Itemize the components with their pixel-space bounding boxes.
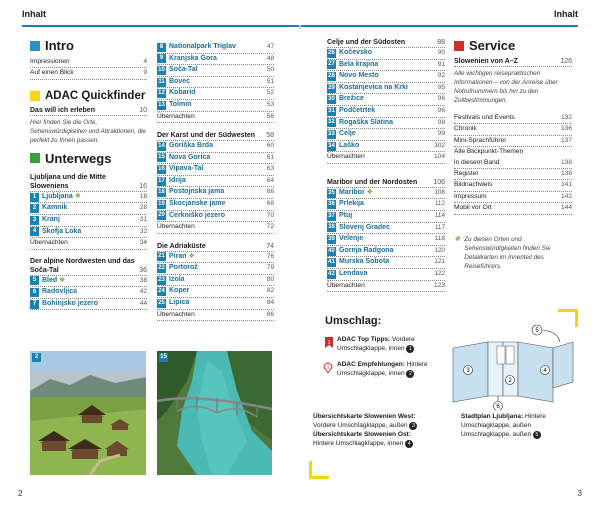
place-number-badge: 36 [328,201,335,208]
toc-place-entry[interactable] [157,153,274,165]
page-ref: 68 [266,199,274,207]
place-number-badge: 19 [158,200,165,207]
page-number-right: 3 [577,489,582,498]
entry-name: Bildnachweis [454,181,493,189]
place-name: Kranj [42,216,60,223]
place-name: Brežice [339,95,364,103]
place-name: Škocjanske jame [169,199,226,207]
toc-entry[interactable] [454,124,572,135]
toc-entry[interactable] [454,180,572,191]
page-ref: 52 [266,89,274,97]
place-number-badge: 2 [30,204,39,213]
place-name: Goriška Brda [169,141,213,149]
place-name: Nova Gorica [169,153,211,161]
photo-soca-river [157,351,272,475]
place-number-badge: 7 [30,300,39,309]
page-ref: 137 [560,136,572,144]
place-name: Ptuj [339,211,353,219]
toc-entry[interactable] [454,113,572,124]
page-header [0,0,600,26]
page-ref: 61 [266,153,274,161]
page-ref: 98 [437,118,445,126]
toc-place-entry[interactable] [327,48,445,60]
column-3 [327,38,445,292]
place-name: Idrija [169,176,186,184]
toc-place-entry[interactable] [327,257,445,269]
toc-place-entry[interactable] [327,269,445,281]
place-number-badge: 25 [158,299,165,306]
spine-divider [299,25,301,29]
place-name: Murska Sobota [339,258,390,266]
toc-place-entry[interactable] [30,287,147,299]
page-ref: 28 [139,204,147,212]
entry-name: Mini-Sprachführer [454,136,507,144]
toc-place-entry[interactable] [30,192,147,204]
page-ref: 42 [139,288,147,296]
place-number-badge: 23 [158,276,165,283]
toc-place-entry[interactable] [30,227,147,239]
umschlag-title: Umschlag: [325,315,382,327]
column-1 [30,38,147,310]
place-name: Gornja Radgona [339,246,394,254]
page-ref: 64 [266,176,274,184]
toc-place-entry[interactable] [327,60,445,72]
place-name: Laško [339,141,360,149]
place-number-badge: 16 [158,165,165,172]
page-ref: 114 [434,211,445,219]
place-name: Soča-Tal [169,66,198,74]
place-number-badge: 14 [158,142,165,149]
page-ref: 96 [437,106,445,114]
column-4 [454,38,572,277]
toc-place-entry[interactable] [157,211,274,223]
place-name: Cerkniško jezero [169,211,226,219]
place-number-badge: 1 [30,193,39,202]
quickfinder-heading: ADAC Quickfinder [30,90,147,102]
cover-ref-badge: 5 [533,431,541,439]
toc-place-entry[interactable] [327,234,445,246]
svg-text:2: 2 [508,378,512,384]
page-ref: 38 [139,276,147,284]
place-number-badge: 28 [328,72,335,79]
page-ref: 108 [434,188,445,196]
toc-place-entry[interactable] [157,298,274,310]
region-heading[interactable]: Celje und der Südosten 88 [327,39,445,46]
page-ref: 96 [437,95,445,103]
toc-entry[interactable]: Slowenien von A–Z 126 [454,58,572,65]
service-description: Alle wichtigen reisepraktischen Informationen – von der Anreise über Notrufnummern bis hin zu den Zollbestimmungen. [454,70,558,104]
page-ref: 63 [266,165,274,173]
page-ref: 44 [139,299,147,307]
page-ref: 79 [266,264,274,272]
svg-text:4: 4 [543,368,547,374]
place-number-badge: 40 [328,247,335,254]
toc-entry[interactable]: Übernachten 72 [157,222,274,233]
place-number-badge: 39 [328,235,335,242]
toc-place-entry[interactable] [327,71,445,83]
place-number-badge: 15 [158,154,165,161]
toc-entry[interactable]: Impressionen 4 [30,57,147,68]
toc-place-entry[interactable] [157,77,274,89]
toc-place-entry[interactable] [157,164,274,176]
toc-place-entry[interactable] [30,203,147,215]
page-ref: 53 [266,100,274,108]
page-ref: 32 [139,227,147,235]
cover-ref-badge: 4 [405,440,413,448]
toc-place-entry[interactable] [327,246,445,258]
svg-text:1: 1 [326,364,330,371]
place-name: Portorož [169,264,198,272]
page-ref: 66 [266,188,274,196]
page-ref: 132 [560,114,572,121]
toc-place-entry[interactable] [327,129,445,141]
toc-entry[interactable]: Übernachten 86 [157,310,274,321]
photo-alpine-village [30,351,146,475]
place-number-badge: 37 [328,212,335,219]
entry-name: Impressum [454,192,487,200]
page-ref: 60 [266,141,274,149]
photo-number: 2 [32,353,41,362]
region-heading[interactable]: Die Adriaküste 74 [157,242,274,250]
place-name: Kobarid [169,89,196,97]
entry-name: Register [454,170,479,178]
place-number-badge: 13 [158,101,165,108]
cover-ref-badge: 3 [409,422,417,430]
umschlag-section [313,315,588,465]
toc-place-entry[interactable] [327,94,445,106]
place-number-badge: 24 [158,288,165,295]
page-ref: 138 [560,158,572,166]
place-name: Bohinjsko jezero [42,299,99,307]
toc-place-entry[interactable] [157,54,274,66]
toc-place-entry[interactable] [157,199,274,211]
place-number-badge: 6 [30,288,39,297]
place-name: Bovec [169,77,191,85]
place-name: Koper [169,287,190,295]
toc-entry[interactable] [454,192,572,203]
toc-place-entry[interactable] [157,176,274,188]
place-number-badge: 30 [328,96,335,103]
place-number-badge: 8 [157,43,166,52]
place-name: Prlekija [339,200,364,208]
page-ref: 31 [139,216,147,223]
toc-place-entry[interactable] [157,187,274,199]
place-name: Radovljica [42,288,78,296]
toc-entry[interactable]: Auf einen Blick 9 [30,68,147,79]
detail-map-icon: ❖ [454,235,461,243]
toc-entry[interactable] [454,147,572,157]
place-number-badge: 11 [158,78,165,85]
top-tipp-icon [323,337,333,348]
place-name: Kočevsko [339,49,373,56]
place-name: Celje [339,130,356,138]
page-ref: 70 [266,211,274,219]
place-name: Postojnska jama [169,188,225,196]
toc-place-entry[interactable] [30,276,147,288]
toc-entry[interactable]: Übernachten 56 [157,112,274,123]
square-bullet-icon [454,41,464,51]
entry-name: Alle Blickpunkt-Themen [454,148,524,156]
place-number-badge: 20 [158,212,165,219]
page-ref: 112 [434,200,445,208]
place-name: Velenje [339,235,364,243]
alpine-village-image [30,351,146,475]
page-ref: 76 [266,252,274,260]
entry-name: Chronik [454,125,477,133]
place-number-badge: 26 [328,49,335,56]
place-name: Kranjska Gora [169,54,217,62]
place-name: Lendava [339,269,368,277]
detail-map-icon: ❖ [366,188,373,196]
page-ref: 48 [266,54,274,62]
page-ref: 91 [437,60,445,68]
place-number-badge: 38 [328,224,335,231]
place-name: Novo Mesto [339,72,379,80]
detail-map-icon: ❖ [188,252,195,260]
place-number-badge: 27 [328,61,335,68]
toc-entry[interactable]: Das will ich erleben 10 [30,106,147,114]
page-ref: 18 [139,192,147,200]
region-heading[interactable]: Ljubljana und die Mitte Sloweniens 16 [30,173,147,190]
place-name: Podčetrtek [339,106,376,114]
place-number-badge: 29 [328,84,335,91]
place-name: Ljubljana [42,192,73,200]
place-number-badge: 31 [328,107,335,114]
toc-entry[interactable] [454,136,572,147]
empfehlungen-info: 1 ADAC Empfehlungen: Hintere Umschlagklappe, innen 2 [323,360,443,378]
quickfinder-description: Hier finden Sie die Orte, Sehenswürdigkeiten und Attraktionen, die perfekt zu Ihnen passen. [30,118,146,144]
top-tipps-info: 1 ADAC Top Tipps: Vordere Umschlagklappe, innen 1 [323,335,443,353]
place-number-badge: 35 [328,189,335,196]
page-ref: 51 [266,77,274,85]
svg-text:5: 5 [535,328,539,334]
header-left-title: Inhalt [22,9,46,19]
page-ref: 102 [434,141,445,149]
cover-ref-badge: 1 [406,345,414,353]
entry-name: Festivals und Events [454,114,515,121]
place-name: Piran [169,252,187,260]
place-number-badge: 42 [328,270,335,277]
unterwegs-heading: Unterwegs [30,151,147,166]
toc-entry[interactable] [454,169,572,180]
service-heading: Service [454,38,572,53]
place-name: Lipica [169,298,190,306]
region-heading[interactable]: Maribor und der Nordosten 106 [327,178,445,186]
page-ref: 141 [560,181,572,189]
toc-place-entry[interactable] [327,211,445,223]
place-number-badge: 9 [157,54,166,63]
toc-place-entry[interactable] [157,286,274,298]
region-heading[interactable]: Der alpine Nordwesten und das Soča-Tal 36 [30,257,147,274]
place-number-badge: 12 [158,90,165,97]
place-name: Kamnik [42,204,68,212]
place-number-badge: 22 [158,264,165,271]
page-ref: 50 [266,66,274,74]
toc-place-entry[interactable] [327,199,445,211]
entry-name: in diesem Band [454,158,500,166]
place-name: Nationalpark Triglav [169,43,236,50]
svg-text:3: 3 [466,368,470,374]
toc-place-entry[interactable] [157,141,274,153]
toc-place-entry[interactable] [327,188,445,200]
place-number-badge: 41 [328,259,335,266]
detail-map-icon: ❖ [59,276,66,284]
place-number-badge: 17 [158,177,165,184]
place-number-badge: 4 [30,227,39,236]
page-ref: 84 [266,298,274,306]
page-ref: 90 [437,49,445,56]
place-name: Tolmin [169,100,192,108]
page-ref: 47 [266,43,274,50]
recommendation-pin-icon [323,362,333,373]
toc-place-entry[interactable] [157,252,274,264]
cover-maps-west-east: Übersichtskarte Slowenien West: Vordere Umschlagklappe, außen 3 Übersichtskarte Slowenien Ost: Hintere Umschlagklappe, innen 4 [313,412,451,448]
detail-map-icon: ❖ [74,192,82,200]
page-ref: 82 [266,287,274,295]
square-bullet-icon [30,153,40,163]
page-ref: 95 [437,83,445,91]
place-name: Bela krajina [339,60,379,68]
region-heading[interactable]: Der Karst und der Südwesten 58 [157,131,274,139]
cover-maps-ljubljana: Stadtplan Ljubljana: Hintere Umschlagklappe, außen Umschlagklappe, außen 5 [461,413,546,438]
page-ref: 120 [434,246,445,254]
place-name: Slovenj Gradec [339,223,390,231]
corner-bracket-bottom-left [309,461,329,479]
toc-place-entry[interactable] [30,215,147,227]
place-number-badge: 32 [328,119,335,126]
toc-place-entry[interactable] [157,275,274,287]
page-ref: 80 [266,275,274,283]
soca-river-image [157,351,272,475]
place-name: Vipava-Tal [169,165,204,173]
page-ref: 144 [560,204,572,212]
toc-place-entry[interactable] [327,106,445,118]
svg-text:1: 1 [327,340,331,346]
detail-map-note: ❖ Zu diesen Orten und Sehenswürdigkeiten finden Sie Detailkarten im Innenteil des Reiseführers. [454,235,551,270]
photo-number: 15 [160,354,167,360]
place-number-badge: 10 [158,66,165,73]
toc-place-entry[interactable] [157,100,274,112]
page-ref: 99 [437,130,445,138]
page-ref: 118 [434,235,445,243]
entry-name: Mobil vor Ort [454,204,492,212]
cover-fold-diagram [448,320,578,410]
toc-place-entry[interactable] [157,263,274,275]
svg-text:6: 6 [496,404,500,410]
toc-place-entry[interactable] [327,118,445,130]
toc-place-entry[interactable] [157,88,274,100]
toc-entry[interactable] [454,203,572,214]
toc-place-entry[interactable] [157,42,274,54]
place-number-badge: 34 [328,142,335,149]
intro-heading: Intro [30,38,147,53]
toc-entry[interactable] [454,158,572,169]
header-right-title: Inhalt [554,9,578,19]
page-ref: 121 [434,258,445,266]
toc-place-entry[interactable] [327,141,445,153]
place-number-badge: 21 [158,253,165,260]
toc-entry[interactable]: Übernachten 104 [327,152,445,163]
toc-place-entry[interactable] [157,65,274,77]
place-number-badge: 33 [328,130,335,137]
square-bullet-icon [30,91,40,101]
place-name: Maribor [339,188,365,196]
page-ref: 138 [560,170,572,178]
page-ref: 142 [560,192,572,200]
toc-entry[interactable]: Übernachten 123 [327,281,445,292]
toc-entry[interactable]: Übernachten 34 [30,238,147,249]
place-name: Izola [169,275,185,283]
toc-place-entry[interactable] [327,83,445,95]
toc-place-entry[interactable] [30,299,147,311]
place-number-badge: 5 [30,276,39,285]
square-bullet-icon [30,41,40,51]
page-number-left: 2 [18,489,23,498]
place-number-badge: 18 [158,189,165,196]
place-name: Bled [42,276,58,284]
page-ref: 117 [434,223,445,231]
place-name: Rogaška Slatina [339,118,394,126]
place-name: Kostanjevica na Krki [339,83,408,91]
place-number-badge: 3 [30,216,39,225]
cover-ref-badge: 2 [406,370,414,378]
toc-place-entry[interactable] [327,223,445,235]
column-2 [157,42,274,321]
page-ref: 92 [437,72,445,80]
place-name: Škofja Loka [42,227,82,235]
page-ref: 122 [434,269,445,277]
page-ref: 136 [560,125,572,133]
